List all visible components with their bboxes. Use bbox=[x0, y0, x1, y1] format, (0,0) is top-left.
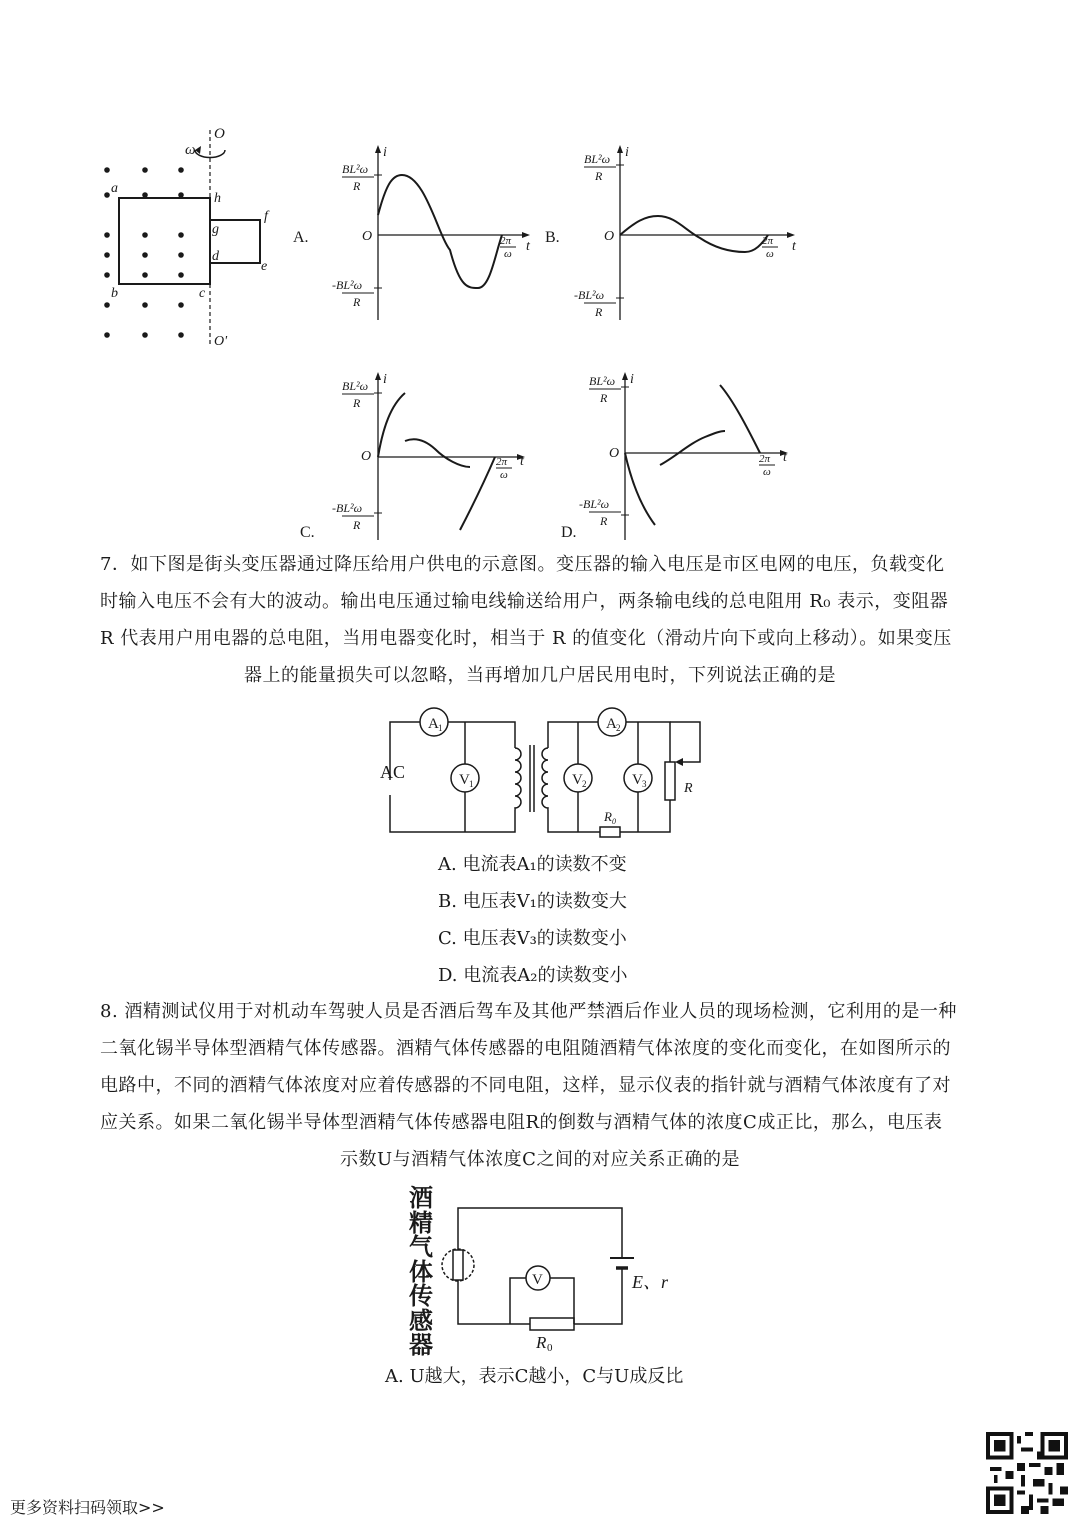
y-axis-label: i bbox=[625, 145, 629, 160]
q7-transformer-circuit bbox=[370, 700, 720, 840]
graph-option-c bbox=[295, 365, 555, 545]
qr-code[interactable] bbox=[986, 1432, 1068, 1514]
q7-line-1: 7．如下图是街头变压器通过降压给用户供电的示意图。变压器的输入电压是市区电网的电压，负载变化 bbox=[100, 554, 945, 575]
r-label: R bbox=[684, 781, 693, 796]
point-h: h bbox=[214, 191, 221, 206]
source-er-label: E、r bbox=[632, 1272, 668, 1292]
voltmeter-v1: V bbox=[459, 772, 470, 788]
corner-c: c bbox=[199, 286, 206, 301]
q7-option-b: B. 电压表V₁的读数变大 bbox=[438, 891, 627, 912]
neg-peak-label: -BL²ω bbox=[332, 501, 363, 515]
y-axis-label: i bbox=[383, 145, 387, 160]
voltmeter-v1-sub: 1 bbox=[469, 779, 474, 789]
origin-label: O bbox=[362, 229, 373, 244]
neg-peak-den: R bbox=[353, 295, 361, 309]
point-e: e bbox=[261, 259, 268, 274]
q8-option-a: A. U越大，表示C越小，C与U成反比 bbox=[385, 1366, 684, 1387]
option-letter-c: C. bbox=[300, 524, 315, 541]
corner-a: a bbox=[111, 181, 118, 196]
r0-label: R bbox=[604, 809, 612, 824]
q7-stem bbox=[100, 546, 980, 694]
peak-label: BL²ω bbox=[342, 162, 369, 176]
period-den: ω bbox=[500, 469, 508, 481]
peak-den: R bbox=[353, 396, 361, 410]
q6-loop-figure bbox=[95, 120, 295, 360]
period-den: ω bbox=[766, 248, 774, 260]
peak-den: R bbox=[353, 179, 361, 193]
origin-label: O bbox=[609, 446, 620, 461]
voltmeter-v3: V bbox=[632, 772, 643, 788]
omega-label: ω bbox=[185, 142, 196, 158]
peak-label: BL²ω bbox=[589, 374, 616, 388]
ammeter-a2-sub: 2 bbox=[616, 723, 621, 733]
period-den: ω bbox=[504, 248, 512, 260]
point-g: g bbox=[212, 222, 219, 237]
point-f: f bbox=[264, 209, 268, 224]
y-axis-label: i bbox=[383, 372, 387, 387]
period-num: 2π bbox=[759, 453, 771, 465]
q7-option-c: C. 电压表V₃的读数变小 bbox=[438, 928, 627, 949]
graph-option-b bbox=[540, 140, 810, 325]
q8-line-5: 示数U与酒精气体浓度C之间的对应关系正确的是 bbox=[340, 1149, 740, 1170]
neg-peak-label: -BL²ω bbox=[574, 288, 605, 302]
peak-den: R bbox=[595, 169, 603, 183]
option-letter-b: B. bbox=[545, 229, 560, 246]
x-axis-label: t bbox=[783, 450, 787, 465]
y-axis-label: i bbox=[630, 372, 634, 387]
voltmeter-v2: V bbox=[572, 772, 583, 788]
q7-line-3: R 代表用户用电器的总电阻，当用电器变化时，相当于 R 的值变化（滑动片向下或向上移动）。如果变压 bbox=[100, 628, 952, 649]
ammeter-a1-sub: 1 bbox=[438, 723, 443, 733]
r0-label-sub: 0 bbox=[547, 1342, 553, 1354]
q8-line-2: 二氧化锡半导体型酒精气体传感器。酒精气体传感器的电阻随酒精气体浓度的变化而变化，在如图所示的 bbox=[100, 1038, 951, 1059]
axis-top-label: O bbox=[214, 126, 225, 142]
peak-den: R bbox=[600, 391, 608, 405]
period-num: 2π bbox=[500, 235, 512, 247]
neg-peak-den: R bbox=[353, 518, 361, 532]
option-letter-a: A. bbox=[293, 229, 309, 246]
q7-option-d: D. 电流表A₂的读数变小 bbox=[438, 965, 628, 986]
q7-line-2: 时输入电压不会有大的波动。输出电压通过输电线输送给用户，两条输电线的总电阻用 R₀ 表示，变阻器 bbox=[100, 591, 949, 612]
period-num: 2π bbox=[762, 235, 774, 247]
origin-label: O bbox=[361, 449, 372, 464]
q8-stem bbox=[100, 993, 980, 1178]
r0-label-sub: 0 bbox=[612, 817, 616, 826]
point-d: d bbox=[212, 249, 219, 264]
neg-peak-label: -BL²ω bbox=[579, 497, 610, 511]
axis-bottom-label: O' bbox=[214, 334, 228, 349]
x-axis-label: t bbox=[792, 239, 796, 254]
r0-label: R bbox=[536, 1333, 547, 1352]
sensor-vertical-label: 酒 精 气 体 传 感 器 bbox=[409, 1184, 433, 1359]
option-letter-d: D. bbox=[561, 524, 577, 541]
neg-peak-label: -BL²ω bbox=[332, 278, 363, 292]
period-num: 2π bbox=[496, 456, 508, 468]
x-axis-label: t bbox=[526, 239, 530, 254]
peak-label: BL²ω bbox=[584, 152, 611, 166]
ac-source-label: AC bbox=[380, 762, 406, 782]
period-den: ω bbox=[763, 466, 771, 478]
graph-option-d bbox=[555, 365, 815, 545]
peak-label: BL²ω bbox=[342, 379, 369, 393]
graph-option-a bbox=[290, 140, 550, 325]
neg-peak-den: R bbox=[595, 305, 603, 319]
x-axis-label: t bbox=[520, 454, 524, 469]
q8-line-1: 8. 酒精测试仪用于对机动车驾驶人员是否酒后驾车及其他严禁酒后作业人员的现场检测，它利用的是一种 bbox=[100, 1001, 957, 1022]
origin-label: O bbox=[604, 229, 615, 244]
q7-option-a: A. 电流表A₁的读数不变 bbox=[438, 854, 627, 875]
q8-alcohol-circuit bbox=[440, 1200, 700, 1360]
q8-line-3: 电路中，不同的酒精气体浓度对应着传感器的不同电阻，这样，显示仪表的指针就与酒精气体浓度有了对 bbox=[100, 1075, 951, 1096]
voltmeter-v: V bbox=[532, 1272, 543, 1288]
ammeter-a1: A bbox=[428, 716, 439, 732]
footer-link[interactable]: 更多资料扫码领取>> bbox=[10, 1498, 165, 1517]
ammeter-a2: A bbox=[606, 716, 617, 732]
q7-line-4: 器上的能量损失可以忽略，当再增加几户居民用电时，下列说法正确的是 bbox=[244, 665, 836, 686]
voltmeter-v3-sub: 3 bbox=[642, 779, 647, 789]
neg-peak-den: R bbox=[600, 514, 608, 528]
corner-b: b bbox=[111, 286, 118, 301]
q8-line-4: 应关系。如果二氧化锡半导体型酒精气体传感器电阻R的倒数与酒精气体的浓度C成正比，那么，电压表 bbox=[100, 1112, 943, 1133]
voltmeter-v2-sub: 2 bbox=[582, 779, 587, 789]
